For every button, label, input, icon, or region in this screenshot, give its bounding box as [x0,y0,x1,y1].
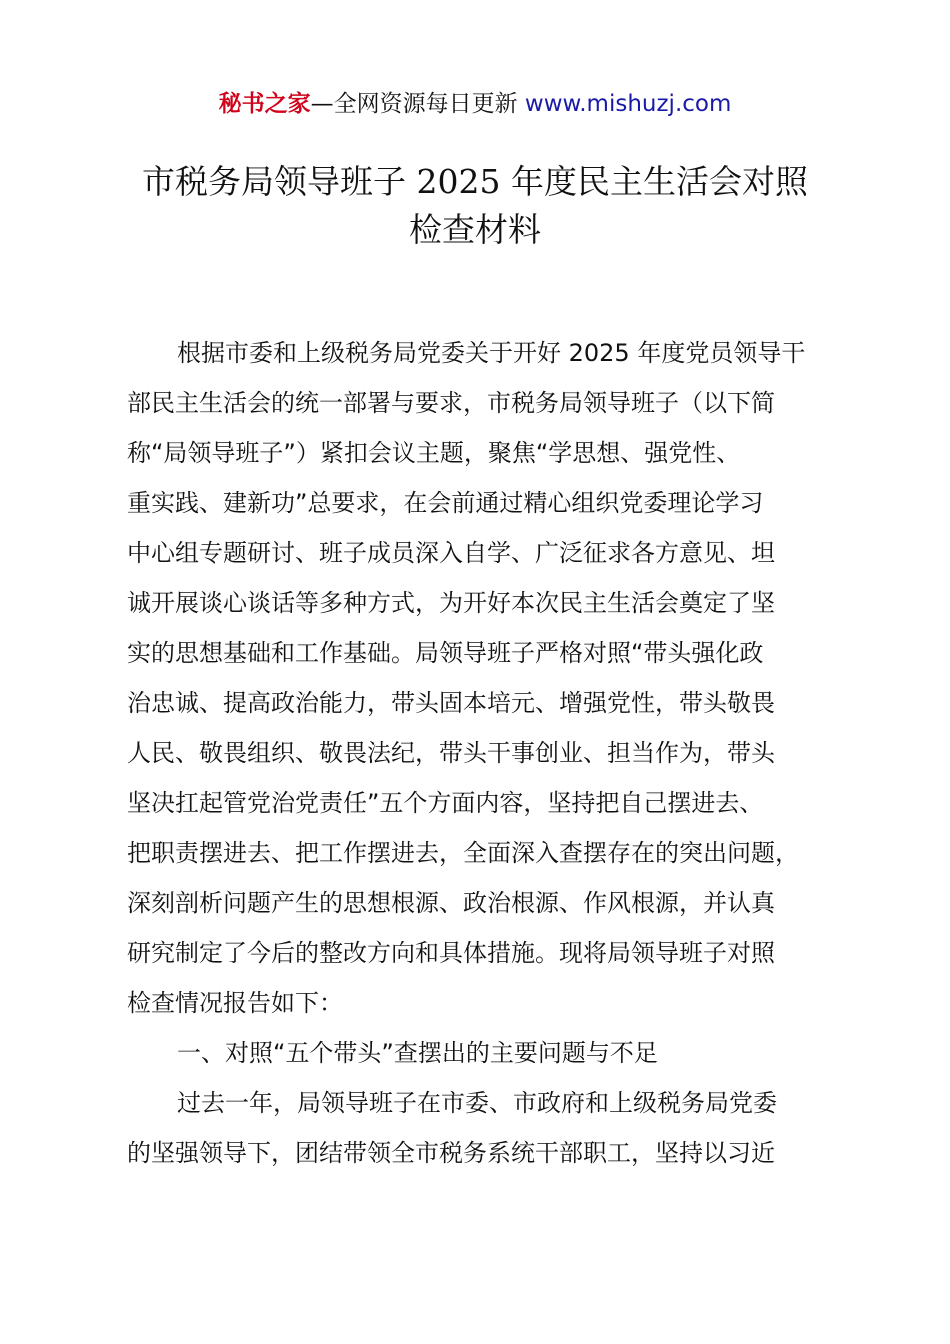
document-body [127,328,887,1178]
banner-tagline: —全网资源每日更新 [310,91,525,117]
body-line: 深刻剖析问题产生的思想根源、政治根源、作风根源，并认真 [127,889,775,917]
body-line: 部民主生活会的统一部署与要求，市税务局领导班子（以下简 [127,389,775,417]
body-line: 根据市委和上级税务局党委关于开好 2025 年度党员领导干 [177,339,806,367]
body-line: 过去一年，局领导班子在市委、市政府和上级税务局党委 [177,1089,777,1117]
body-line: 的坚强领导下，团结带领全市税务系统干部职工，坚持以习近 [127,1139,775,1167]
brand-name: 秘书之家 [218,91,311,117]
body-line: 称“局领导班子”）紧扣会议主题，聚焦“学思想、强党性、 [127,439,741,467]
body-line: 重实践、建新功”总要求，在会前通过精心组织党委理论学习 [127,489,764,517]
body-line: 把职责摆进去、把工作摆进去，全面深入查摆存在的突出问题， [127,839,799,867]
body-line: 诚开展谈心谈话等多种方式，为开好本次民主生活会奠定了坚 [127,589,775,617]
body-line: 研究制定了今后的整改方向和具体措施。现将局领导班子对照 [127,939,775,967]
body-line: 检查情况报告如下： [127,989,343,1017]
title-line: 市税务局领导班子 2025 年度民主生活会对照 [142,162,808,201]
body-line: 治忠诚、提高政治能力，带头固本培元、增强党性，带头敬畏 [127,689,775,717]
site-banner [0,86,950,122]
document-title [100,158,850,254]
site-url-link[interactable]: www.mishuzj.com [524,91,732,117]
title-line: 检查材料 [409,210,541,249]
body-line: 坚决扛起管党治党责任”五个方面内容，坚持把自己摆进去、 [127,789,764,817]
body-line: 人民、敬畏组织、敬畏法纪，带头干事创业、担当作为，带头 [127,739,775,767]
body-line: 实的思想基础和工作基础。局领导班子严格对照“带头强化政 [127,639,764,667]
body-line: 中心组专题研讨、班子成员深入自学、广泛征求各方意见、坦 [127,539,775,567]
section-heading: 一、对照“五个带头”查摆出的主要问题与不足 [177,1039,658,1067]
